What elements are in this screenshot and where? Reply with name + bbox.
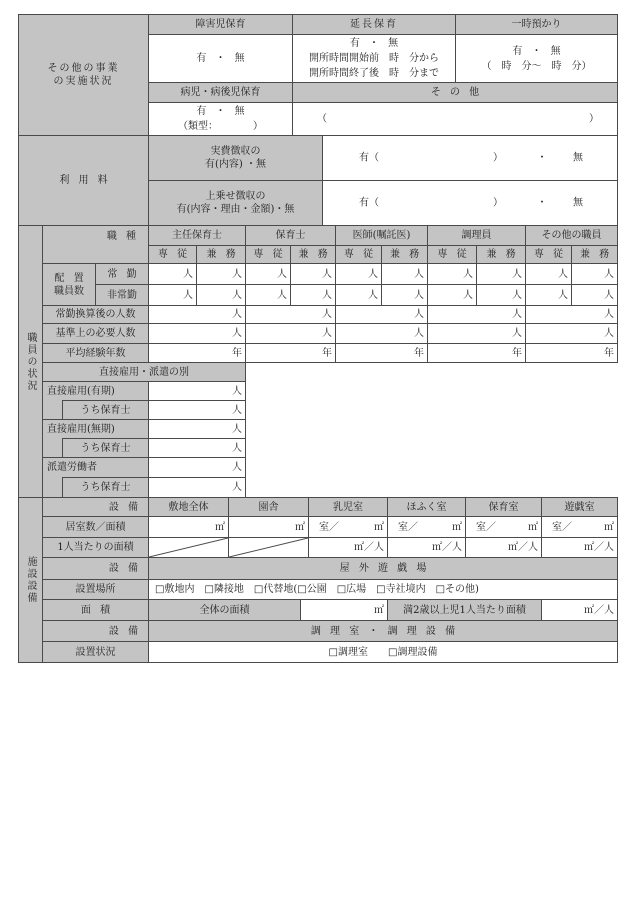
part-time-count-cell: 人	[245, 284, 291, 306]
job-header-other-staff: その他の職員	[525, 225, 618, 246]
rooms-unit: 室／	[476, 521, 496, 533]
full-time-label: 常 勤	[95, 263, 149, 285]
temporary-care-cell	[455, 34, 618, 83]
infant-room-per-person-cell: ㎡／人	[308, 537, 388, 558]
no-option: 無	[573, 197, 583, 209]
full-time-count-cell: 人	[525, 263, 572, 285]
header-disability-care: 障害児保育	[148, 14, 293, 35]
column-building: 園舎	[228, 497, 309, 517]
full-time-count-cell: 人	[290, 263, 336, 285]
subheader-dedicated: 専 従	[245, 245, 291, 264]
employment-header: 直接雇用・派遣の別	[42, 362, 246, 382]
employment-permanent-nurse-label: うち保育士	[62, 438, 149, 458]
column-site: 敷地全体	[148, 497, 229, 517]
surcharge-value	[322, 180, 618, 226]
header-sick-child-care: 病児・病後児保育	[148, 82, 293, 103]
total-area-label: 全体の面積	[148, 599, 301, 621]
rooms-unit: 室／	[552, 521, 572, 533]
part-time-count-cell: 人	[525, 284, 572, 306]
facilities-section-label	[18, 497, 43, 663]
full-time-count-cell: 人	[245, 263, 291, 285]
temporary-care-availability: 有 ・ 無	[512, 45, 561, 57]
rooms-unit: 室／	[398, 521, 418, 533]
required-cell: 人	[335, 323, 428, 344]
other-cell	[292, 102, 618, 136]
job-type-label: 職 種	[42, 225, 149, 264]
placement-label: 配 置 職員数	[42, 263, 96, 306]
header-temporary-care: 一時預かり	[455, 14, 618, 35]
required-cell: 人	[427, 323, 526, 344]
playroom-rooms-cell	[541, 516, 618, 538]
part-time-count-cell: 人	[335, 284, 382, 306]
job-header-nurse: 保育士	[245, 225, 336, 246]
total-area-cell: ㎡	[300, 599, 388, 621]
job-header-head-nurse: 主任保育士	[148, 225, 246, 246]
avg-experience-cell: 年	[245, 343, 336, 363]
part-time-label: 非常勤	[95, 284, 149, 306]
column-infant-room: 乳児室	[308, 497, 388, 517]
subheader-dedicated: 専 従	[148, 245, 197, 264]
part-time-count-cell: 人	[148, 284, 197, 306]
fte-cell: 人	[525, 305, 618, 324]
extended-care-cell	[292, 34, 456, 83]
fte-cell: 人	[148, 305, 246, 324]
avg-experience-cell: 年	[335, 343, 428, 363]
actual-cost-label: 実費徴収の 有(内容) ・無	[148, 135, 323, 181]
employment-dispatched-label: 派遣労働者	[42, 457, 149, 498]
close-paren: ）	[493, 197, 503, 209]
required-label: 基準上の必要人数	[42, 323, 149, 344]
employment-permanent-cell: 人	[148, 419, 246, 439]
employment-permanent-label: 直接雇用(無期)	[42, 419, 149, 458]
installation-options: □調理室 □調理設備	[148, 641, 618, 663]
sqm-unit: ㎡	[452, 521, 462, 533]
temporary-care-hours: （ 時 分〜 時 分）	[481, 60, 592, 72]
subheader-concurrent: 兼 務	[290, 245, 336, 264]
full-time-count-cell: 人	[335, 263, 382, 285]
sqm-unit: ㎡	[604, 521, 614, 533]
employment-permanent-nurse-cell: 人	[148, 438, 246, 458]
employment-fixed-term-nurse-label: うち保育士	[62, 400, 149, 420]
full-time-count-cell: 人	[196, 263, 246, 285]
site-area-cell: ㎡	[148, 516, 229, 538]
full-time-count-cell: 人	[476, 263, 526, 285]
kitchen-equipment-label: 設 備	[42, 620, 149, 642]
avg-experience-cell: 年	[148, 343, 246, 363]
playroom-per-person-cell: ㎡／人	[541, 537, 618, 558]
employment-fixed-term-cell: 人	[148, 381, 246, 401]
part-time-count-cell: 人	[196, 284, 246, 306]
actual-cost-value	[322, 135, 618, 181]
fte-label: 常勤換算後の人数	[42, 305, 149, 324]
rooms-unit: 室／	[319, 521, 339, 533]
subheader-concurrent: 兼 務	[571, 245, 618, 264]
full-time-count-cell: 人	[148, 263, 197, 285]
subheader-dedicated: 専 従	[525, 245, 572, 264]
kitchen-header: 調 理 室 ・ 調 理 設 備	[148, 620, 618, 642]
staff-section-label	[18, 225, 43, 498]
required-cell: 人	[525, 323, 618, 344]
per-person-label: 1人当たりの面積	[42, 537, 149, 558]
subheader-concurrent: 兼 務	[196, 245, 246, 264]
full-time-count-cell: 人	[381, 263, 428, 285]
installation-label: 設置状況	[42, 641, 149, 663]
avg-experience-label: 平均経験年数	[42, 343, 149, 363]
subheader-dedicated: 専 従	[335, 245, 382, 264]
required-cell: 人	[148, 323, 246, 344]
fte-cell: 人	[245, 305, 336, 324]
no-option: 無	[573, 152, 583, 164]
subheader-concurrent: 兼 務	[381, 245, 428, 264]
surcharge-label: 上乗せ徴収の 有(内容・理由・金額)・無	[148, 180, 323, 226]
other-open-paren: （	[317, 113, 327, 125]
extended-care-after-close: 開所時間終了後 時 分まで	[309, 68, 439, 79]
avg-experience-cell: 年	[427, 343, 526, 363]
header-other: そ の 他	[292, 82, 618, 103]
yes-open-paren: 有（	[359, 152, 379, 164]
sqm-unit: ㎡	[374, 521, 384, 533]
fte-cell: 人	[335, 305, 428, 324]
employment-dispatched-nurse-label: うち保育士	[62, 477, 149, 498]
fte-cell: 人	[427, 305, 526, 324]
sick-child-availability: 有 ・ 無	[196, 106, 245, 117]
separator-dot: ・	[537, 152, 547, 164]
employment-dispatched-cell: 人	[148, 457, 246, 478]
header-extended-care: 延長保育	[292, 14, 456, 35]
rooms-area-label: 居室数／面積	[42, 516, 149, 538]
building-area-cell: ㎡	[228, 516, 309, 538]
over2-area-label: 満2歳以上児1人当たり面積	[387, 599, 542, 621]
full-time-count-cell: 人	[571, 263, 618, 285]
sick-child-type: （類型： ）	[178, 121, 263, 132]
location-options: □敷地内 □隣接地 □代替地(□公園 □広場 □寺社境内 □その他)	[148, 579, 618, 600]
over2-area-cell: ㎡／人	[541, 599, 618, 621]
nursery-room-per-person-cell: ㎡／人	[465, 537, 542, 558]
avg-experience-cell: 年	[525, 343, 618, 363]
column-playroom: 遊戯室	[541, 497, 618, 517]
disability-care-cell: 有 ・ 無	[148, 34, 293, 83]
subheader-dedicated: 専 従	[427, 245, 477, 264]
crawling-room-rooms-cell	[387, 516, 466, 538]
fees-label: 利 用 料	[18, 135, 149, 226]
part-time-count-cell: 人	[571, 284, 618, 306]
part-time-count-cell: 人	[381, 284, 428, 306]
employment-fixed-term-nurse-cell: 人	[148, 400, 246, 420]
extended-care-availability: 有 ・ 無	[349, 38, 399, 49]
job-header-doctor: 医師(嘱託医)	[335, 225, 428, 246]
sick-child-care-cell	[148, 102, 293, 136]
area-label: 面 積	[42, 599, 149, 621]
required-cell: 人	[245, 323, 336, 344]
equipment-label: 設 備	[42, 497, 149, 517]
column-crawling-room: ほふく室	[387, 497, 466, 517]
outdoor-equipment-label: 設 備	[42, 557, 149, 580]
outdoor-playground-header: 屋 外 遊 戯 場	[148, 557, 618, 580]
other-close-paren: ）	[589, 113, 599, 125]
extended-care-before-open: 開所時間開始前 時 分から	[309, 53, 439, 64]
part-time-count-cell: 人	[290, 284, 336, 306]
sqm-unit: ㎡	[528, 521, 538, 533]
column-nursery-room: 保育室	[465, 497, 542, 517]
nursery-room-rooms-cell	[465, 516, 542, 538]
diagonal-line	[229, 538, 308, 557]
employment-dispatched-nurse-cell: 人	[148, 477, 246, 498]
diagonal-line	[149, 538, 228, 557]
employment-fixed-term-label: 直接雇用(有期)	[42, 381, 149, 420]
job-header-cook: 調理員	[427, 225, 526, 246]
infant-room-rooms-cell	[308, 516, 388, 538]
staff-section-text: 職員の状況	[25, 331, 36, 392]
separator-dot: ・	[537, 197, 547, 209]
other-services-label: その他の事業 の実施状況	[18, 14, 149, 136]
crawling-room-per-person-cell: ㎡／人	[387, 537, 466, 558]
site-per-person-cell	[148, 537, 229, 558]
part-time-count-cell: 人	[427, 284, 477, 306]
part-time-count-cell: 人	[476, 284, 526, 306]
location-label: 設置場所	[42, 579, 149, 600]
yes-open-paren: 有（	[359, 197, 379, 209]
full-time-count-cell: 人	[427, 263, 477, 285]
close-paren: ）	[493, 152, 503, 164]
facilities-section-text: 施設設備	[25, 556, 36, 604]
building-per-person-cell	[228, 537, 309, 558]
subheader-concurrent: 兼 務	[476, 245, 526, 264]
